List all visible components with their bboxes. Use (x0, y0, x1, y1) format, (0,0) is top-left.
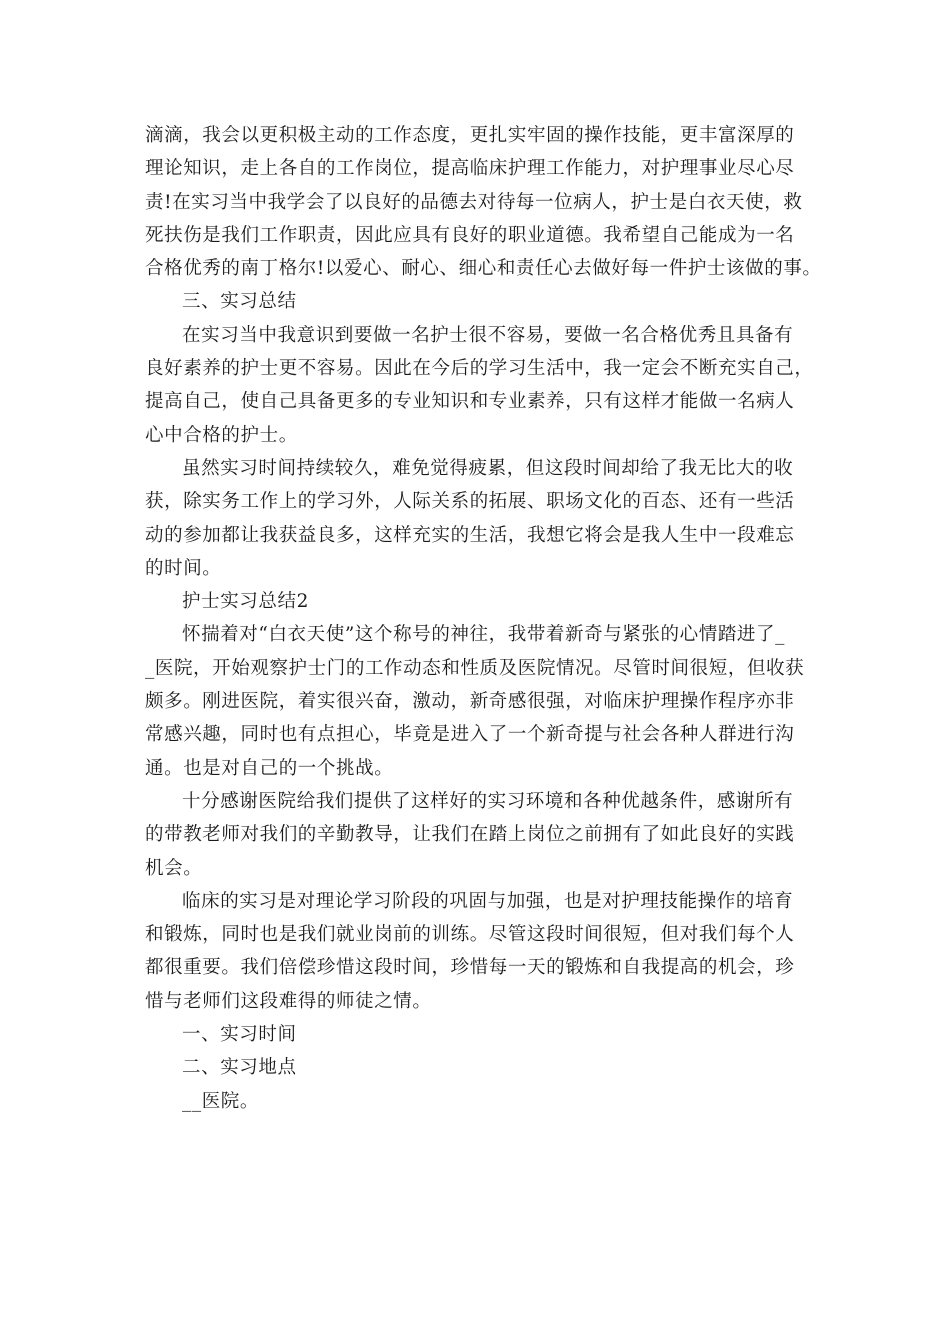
text-line-23: 机会。 (145, 857, 203, 879)
text-line-22: 的带教老师对我们的辛勤教导，让我们在踏上岗位之前拥有了如此良好的实践 (145, 824, 795, 846)
text-line-14: 的时间。 (145, 557, 222, 579)
section-heading-time: 一、实习时间 (182, 1024, 297, 1046)
text-line-17: _医院，开始观察护士门的工作动态和性质及医院情况。尽管时间很短，但收获 (145, 657, 805, 679)
text-line-20: 通。也是对自己的一个挑战。 (145, 757, 394, 779)
text-line-3: 责!在实习当中我学会了以良好的品德去对待每一位病人，护士是白衣天使，救 (145, 191, 803, 213)
article-title-2: 护士实习总结2 (182, 591, 309, 613)
text-line-11: 虽然实习时间持续较久，难免觉得疲累，但这段时间却给了我无比大的收 (182, 457, 794, 479)
text-line-8: 良好素养的护士更不容易。因此在今后的学习生活中，我一定会不断充实自己， (145, 358, 814, 380)
text-line-4: 死扶伤是我们工作职责，因此应具有良好的职业道德。我希望自己能成为一名 (145, 224, 795, 246)
text-line-27: 惜与老师们这段难得的师徒之情。 (145, 990, 432, 1012)
text-line-9: 提高自己，使自己具备更多的专业知识和专业素养，只有这样才能做一名病人 (145, 391, 795, 413)
text-line-1: 滴滴，我会以更积极主动的工作态度，更扎实牢固的操作技能，更丰富深厚的 (145, 125, 795, 146)
text-line-12: 获，除实务工作上的学习外，人际关系的拓展、职场文化的百态、还有一些活 (145, 491, 795, 513)
text-line-18: 颇多。刚进医院，着实很兴奋，激动，新奇感很强，对临床护理操作程序亦非 (145, 691, 795, 713)
text-line-16: 怀揣着对“白衣天使”这个称号的神往，我带着新奇与紧张的心情踏进了_ (182, 624, 785, 646)
text-line-2: 理论知识，走上各自的工作岗位，提高临床护理工作能力，对护理事业尽心尽 (145, 158, 795, 180)
text-line-26: 都很重要。我们倍偿珍惜这段时间，珍惜每一天的锻炼和自我提高的机会，珍 (145, 957, 795, 979)
text-line-24: 临床的实习是对理论学习阶段的巩固与加强，也是对护理技能操作的培育 (182, 890, 794, 912)
text-line-5: 合格优秀的南丁格尔!以爱心、耐心、细心和责任心去做好每一件护士该做的事。 (145, 258, 822, 280)
text-line-25: 和锻炼，同时也是我们就业岗前的训练。尽管这段时间很短，但对我们每个人 (145, 924, 795, 946)
text-line-10: 心中合格的护士。 (145, 424, 298, 446)
section-heading-location: 二、实习地点 (182, 1057, 297, 1079)
text-line-21: 十分感谢医院给我们提供了这样好的实习环境和各种优越条件，感谢所有 (182, 790, 794, 812)
location-value: __医院。 (182, 1090, 260, 1112)
text-line-13: 动的参加都让我获益良多，这样充实的生活，我想它将会是我人生中一段难忘 (145, 524, 795, 546)
text-line-19: 常感兴趣，同时也有点担心，毕竟是进入了一个新奇提与社会各种人群进行沟 (145, 724, 795, 746)
text-line-7: 在实习当中我意识到要做一名护士很不容易，要做一名合格优秀且具备有 (182, 324, 794, 346)
section-heading-summary: 三、实习总结 (182, 291, 297, 313)
document-body (145, 119, 825, 1118)
